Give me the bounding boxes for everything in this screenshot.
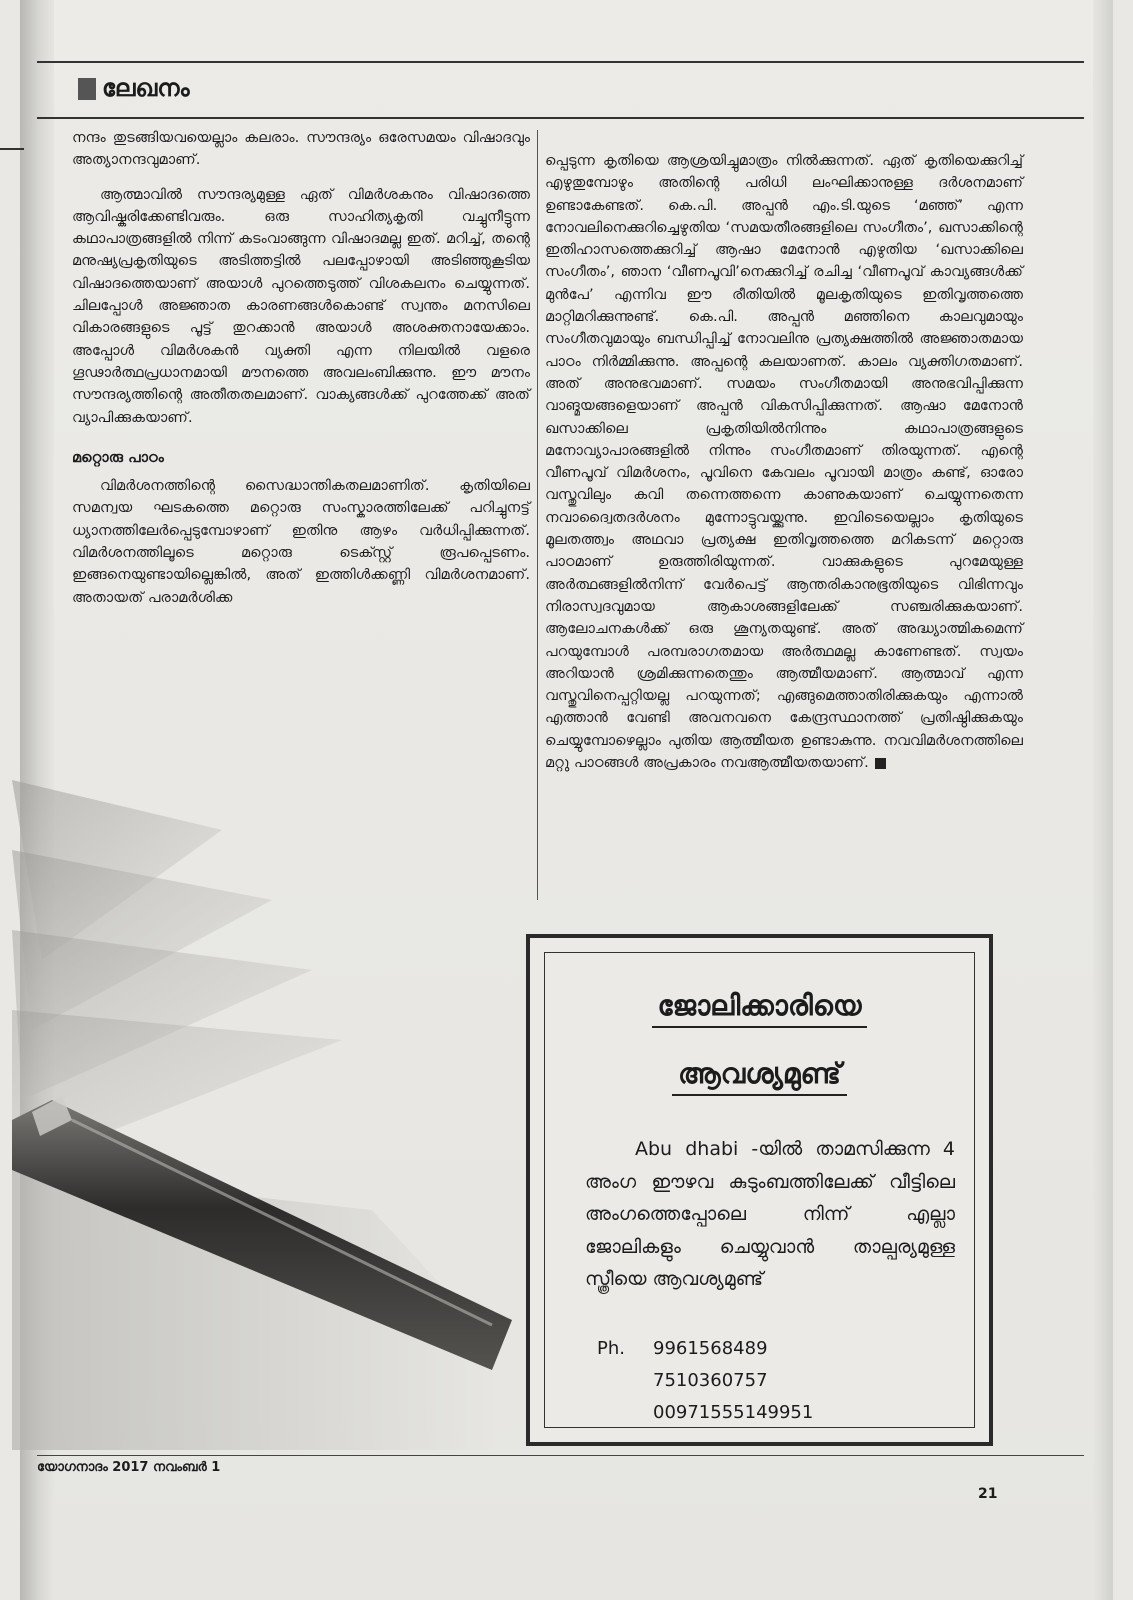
ad-phone-block (597, 1333, 813, 1429)
subheading: മറ്റൊരു പാഠം (72, 448, 164, 466)
section-title: ലേഖനം (102, 74, 190, 102)
right-column (545, 150, 1023, 786)
paragraph: ആത്മാവിൽ സൗന്ദര്യമുള്ള ഏത് വിമർശകനും വിഷാദത്തെ ആവിഷ്കരിക്കേണ്ടിവരും. ഒരു സാഹിത്യകൃതി വച്ചുനീട്ടുന്ന കഥാപാത്രങ്ങളിൽ നിന്ന് കടംവാങ്ങുന്ന വിഷാദമല്ല ഇത്. മറിച്ച്, തന്റെ മനുഷ്യപ്രകൃതിയുടെ അടിത്തട്ടിൽ പലപ്പോഴായി അടിഞ്ഞുകൂടിയ വിഷാദത്തെയാണ് അയാൾ പുറത്തെടുത്ത് വിശകലനം ചെയ്യുന്നത്. ചിലപ്പോൾ അജ്ഞാത കാരണങ്ങൾകൊണ്ട് സ്വന്തം മനസിലെ വികാരങ്ങളുടെ പൂട്ട് തുറക്കാൻ അയാൾ അശക്തനായേക്കാം. അപ്പോൾ വിമർശകൻ വ്യക്തി എന്ന നിലയിൽ വളരെ ഗൂഢാർത്ഥപ്രധാനമായി മൗനത്തെ അവലംബിക്കുന്നു. ഈ മൗനം സൗന്ദര്യത്തിന്റെ അതീതതലമാണ്. വാക്യങ്ങൾക്ക് പുറത്തേക്ക് അത് വ്യാപിക്കുകയാണ്. (72, 185, 530, 426)
ad-title-line2: ആവശ്യമുണ്ട് (672, 1057, 847, 1096)
ad-body-text: Abu dhabi -യിൽ താമസിക്കുന്ന 4 അംഗ ഈഴവ കുടുംബത്തിലേക്ക് വീട്ടിലെ അംഗത്തെപ്പോലെ നിന്ന് എല്ലാ ജോലികളും ചെയ്യുവാൻ താല്പര്യമുള്ള സ്ത്രീയെ ആവശ്യമുണ്ട് (585, 1138, 955, 1290)
left-column (72, 127, 530, 621)
page-edge (1093, 0, 1113, 1600)
header-rule (37, 61, 1084, 63)
end-square-icon (875, 758, 886, 769)
page-number: 21 (978, 1486, 998, 1502)
paragraph: നന്ദം തുടങ്ങിയവയെല്ലാം കലരാം. സൗന്ദര്യം ഒരേസമയം വിഷാദവും അത്യാനന്ദവുമാണ്. (72, 129, 530, 169)
paragraph: വിമർശനത്തിന്റെ സൈദ്ധാന്തികതലമാണിത്. കൃതിയിലെ സമന്വയ ഘടകത്തെ മറ്റൊരു സംസ്കാരത്തിലേക്ക് പറിച്ചുനട്ട് ധ്യാനത്തിലേർപ്പെടുമ്പോഴാണ് ഇതിനു ആഴം വർധിപ്പിക്കുന്നത്. വിമർശനത്തിലൂടെ മറ്റൊരു ടെക്സ്റ്റ് രൂപപ്പെടണം. ഇങ്ങനെയുണ്ടായില്ലെങ്കിൽ, അത് ഇത്തിൾക്കണ്ണി വിമർശനമാണ്. അതായത് പരാമർശിക്ക (72, 477, 530, 606)
footer-rule (37, 1455, 1084, 1456)
phone-number: 7510360757 (653, 1370, 768, 1391)
paragraph: പ്പെടുന്ന കൃതിയെ ആശ്രയിച്ചുമാത്രം നിൽക്കുന്നത്. ഏത് കൃതിയെക്കുറിച്ച് എഴുതുമ്പോഴും അതിന്റെ പരിധി ലംഘിക്കാനുള്ള ദർശനമാണ് ഉണ്ടാകേണ്ടത്. കെ.പി. അപ്പൻ എം.ടി.യുടെ ‘മഞ്ഞ്’ എന്ന നോവലിനെക്കുറിച്ചെഴുതിയ ‘സമയതീരങ്ങളിലെ സംഗീതം’, ഖസാക്കിന്റെ ഇതിഹാസത്തെക്കുറിച്ച് ആഷാ മേനോൻ എഴുതിയ ‘ഖസാക്കിലെ സംഗീതം’, ഞാന ‘വീണപൂവി’നെക്കുറിച്ച് രചിച്ച ‘വീണപൂവ് കാവ്യങ്ങൾക്ക് മുൻപേ’ എന്നിവ ഈ രീതിയിൽ മൂലകൃതിയുടെ ഇതിവൃത്തത്തെ മാറ്റിമറിക്കുന്നുണ്ട്. കെ.പി. അപ്പൻ മഞ്ഞിനെ കാലവുമായും സംഗീതവുമായും ബന്ധിപ്പിച്ച് നോവലിനു പ്രത്യക്ഷത്തിൽ അജ്ഞാതമായ പാഠം നിർമ്മിക്കുന്നു. അപ്പന്റെ കലയാണത്. കാലം വ്യക്തിഗതമാണ്. അത് അനുഭവമാണ്. സമയം സംഗീതമായി അനുഭവിപ്പിക്കുന്ന വാങ്മയങ്ങളെയാണ് അപ്പൻ വികസിപ്പിക്കുന്നത്. ആഷാ മേനോൻ ഖസാക്കിലെ പ്രകൃതിയിൽനിന്നും കഥാപാത്രങ്ങളുടെ മനോവ്യാപാരങ്ങളിൽ നിന്നും സംഗീതമാണ് തിരയുന്നത്. എന്റെ വീണപൂവ് വിമർശനം, പൂവിനെ കേവലം പൂവായി മാത്രം കണ്ട്, ഓരോ വസ്തുവിലും കവി തന്നെത്തന്നെ കാണുകയാണ് ചെയ്യുന്നതെന്ന നവാദ്വൈതദർശനം മുന്നോട്ടുവയ്ക്കുന്നു. ഇവിടെയെല്ലാം കൃതിയുടെ മൂലതത്ത്വം അഥവാ പ്രത്യക്ഷ ഇതിവൃത്തത്തെ മറികടന്ന് മറ്റൊരു പാഠമാണ് ഉരുത്തിരിയുന്നത്. വാക്കുകളുടെ പുറമേയുള്ള അർത്ഥങ്ങളിൽനിന്ന് വേർപെട്ട് ആന്തരികാനുഭൂതിയുടെ വിഭിന്നവും നിരാസ്വദവുമായ ആകാശങ്ങളിലേക്ക് സഞ്ചരിക്കുകയാണ്. ആലോചനകൾക്ക് ഒരു ശൂന്യതയുണ്ട്. അത് അദ്ധ്യാത്മികമെന്ന് പറയുമ്പോൾ പരമ്പരാഗതമായ അർത്ഥമല്ല കാണേണ്ടത്. സ്വയം അറിയാൻ ശ്രമിക്കുന്നതെന്തും ആത്മീയമാണ്. ആത്മാവ് എന്ന വസ്തുവിനെപ്പറ്റിയല്ല പറയുന്നത്; എങ്ങുമെത്താതിരിക്കുകയും എന്നാൽ എത്താൻ വേണ്ടി അവനവനെ കേന്ദ്രസ്ഥാനത്ത് പ്രതിഷ്ഠിക്കുകയും ചെയ്യുമ്പോഴെല്ലാം പുതിയ ആത്മീയത ഉണ്ടാകുന്നു. നവവിമർശനത്തിലെ മറ്റു പാഠങ്ങൾ അപ്രകാരം നവആത്മീയതയാണ്. (545, 152, 1023, 772)
column-divider (537, 130, 538, 900)
book-and-pen-illustration (12, 740, 512, 1450)
publication-footer: യോഗനാദം 2017 നവംബർ 1 (37, 1460, 221, 1475)
ad-title-line1: ജോലിക്കാരിയെ (652, 989, 868, 1028)
margin-mark (0, 148, 24, 150)
phone-label: Ph. (597, 1338, 625, 1359)
phone-number: 00971555149951 (653, 1402, 814, 1423)
job-advertisement (526, 934, 993, 1446)
phone-number: 9961568489 (653, 1338, 768, 1359)
section-marker (78, 78, 96, 100)
header-rule-bottom (37, 117, 1084, 119)
